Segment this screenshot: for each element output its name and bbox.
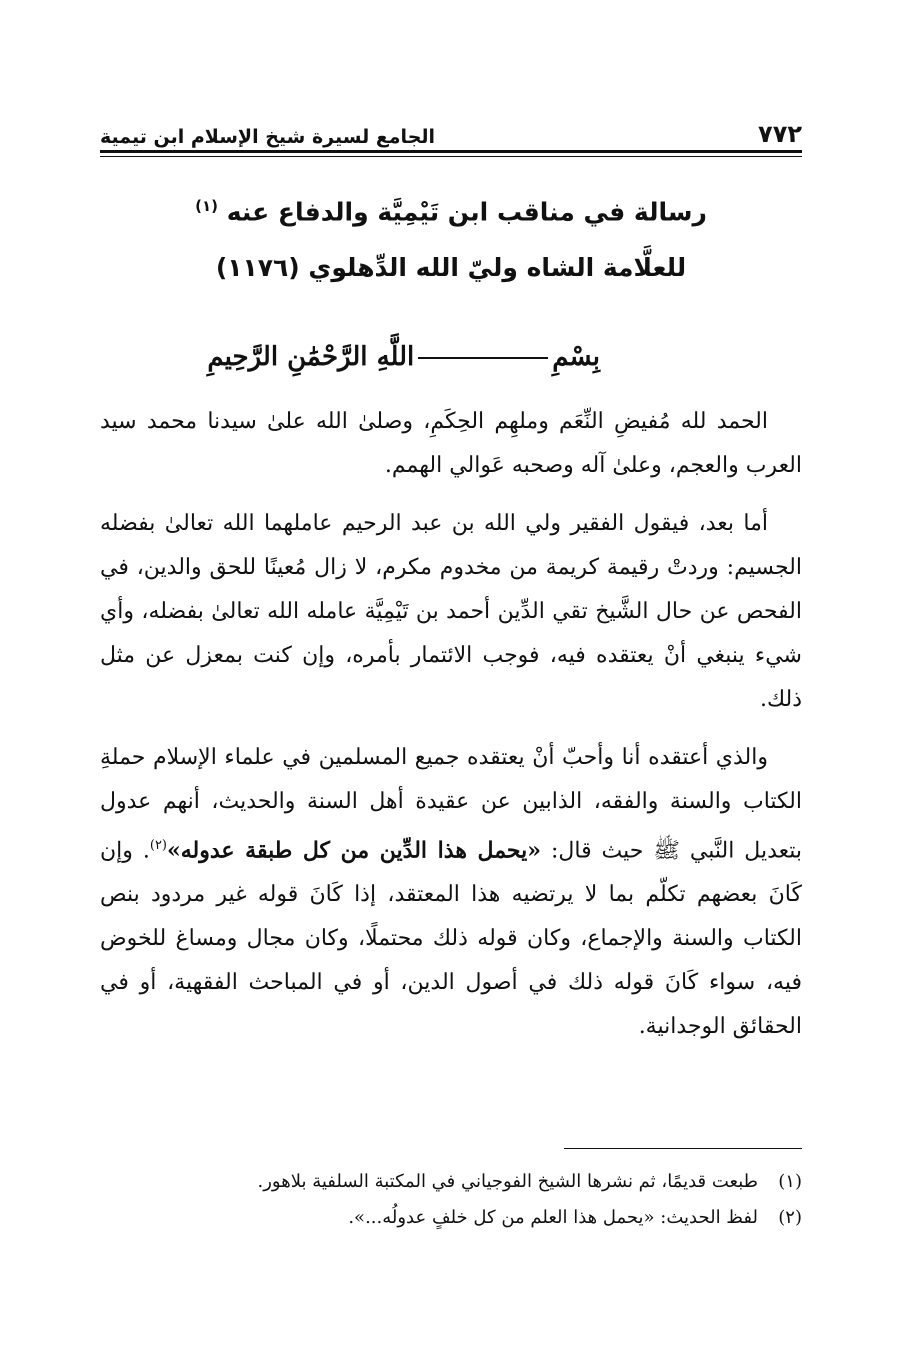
footnote-ref-2[interactable]: (٢) [149, 838, 167, 853]
paragraph-2: أما بعد، فيقول الفقير ولي الله بن عبد الرحيم عاملهما الله تعالىٰ بفضله الجسيم: وردتْ رقيمة كريمة من مخدوم مكرم، لا زال مُعينًا للحق والدين، في الفحص عن حال الشَّيخ تقي الدِّين أحمد بن تَيْمِيَّة عامله الله تعالىٰ بفضله، وأي شيء ينبغي أنْ يعتقده فيه، فوجب الائتمار بأمره، وإن كنت بمعزل عن مثل ذلك. [100, 511, 802, 712]
treatise-title [100, 178, 802, 296]
footnotes [100, 1164, 802, 1236]
paragraph-3 [100, 736, 802, 1049]
hadith-quote: «يحمل هذا الدِّين من كل طبقة عدوله» [167, 837, 542, 864]
page-number: ٧٧٢ [758, 120, 802, 148]
footnote-number: (١) [778, 1171, 802, 1192]
basmala-part-1: بِسْمِ [552, 342, 600, 372]
running-title: الجامع لسيرة شيخ الإسلام ابن تيمية [100, 126, 436, 148]
header-rule-thin [100, 156, 802, 157]
paragraph-3-text-b: . وإن كَانَ بعضهم تكلّم بما لا يرتضيه هذا المعتقد، إذا كَانَ قوله غير مردود بنص الكتاب والسنة والإجماع، وكان قوله ذلك محتملًا، وكان مجال ومساغ للخوض فيه، سواء كَانَ قوله ذلك في أصول الدين، أو في المباحث الفقهية، أو في الحقائق الوجدانية. [100, 838, 802, 1040]
footnote-text: طبعت قديمًا، ثم نشرها الشيخ الفوجياني في المكتبة السلفية بلاهور. [257, 1171, 758, 1192]
footnote-text: لفظ الحديث: «يحمل هذا العلم من كل خلفٍ عدولُه...». [348, 1207, 758, 1228]
footnote-2 [100, 1200, 802, 1236]
title-line-1 [100, 178, 802, 240]
basmala-flourish [418, 357, 548, 359]
body-text [100, 400, 802, 1063]
paragraph-3-text-a: والذي أعتقده أنا وأحبّ أنْ يعتقده جميع المسلمين في علماء الإسلام حملةِ الكتاب والسنة والفقه، الذابين عن عقيدة أهل السنة والحديث، أنهم عدول بتعديل النَّبي ﷺ حيث قال: [100, 745, 802, 864]
footnote-1 [100, 1164, 802, 1200]
header-rule-thick [100, 150, 802, 153]
running-header [100, 112, 802, 148]
footnote-ref-1[interactable]: (١) [195, 197, 219, 215]
title-line-2: للعلَّامة الشاه وليّ الله الدِّهلوي (١١٧٦) [215, 253, 687, 283]
title-text: رسالة في مناقب ابن تَيْمِيَّة والدفاع عنه [226, 197, 707, 227]
paragraph-1: الحمد لله مُفيضِ النِّعَم وملهِم الحِكَمِ، وصلىٰ الله علىٰ سيدنا محمد سيد العرب والعجم، وعلىٰ آله وصحبه عَوالي الهمم. [100, 409, 802, 478]
basmala [207, 335, 600, 379]
footnote-number: (٢) [778, 1207, 802, 1228]
basmala-part-2: اللَّهِ الرَّحْمَٰنِ الرَّحِيمِ [207, 342, 415, 372]
footnote-separator [564, 1148, 802, 1149]
